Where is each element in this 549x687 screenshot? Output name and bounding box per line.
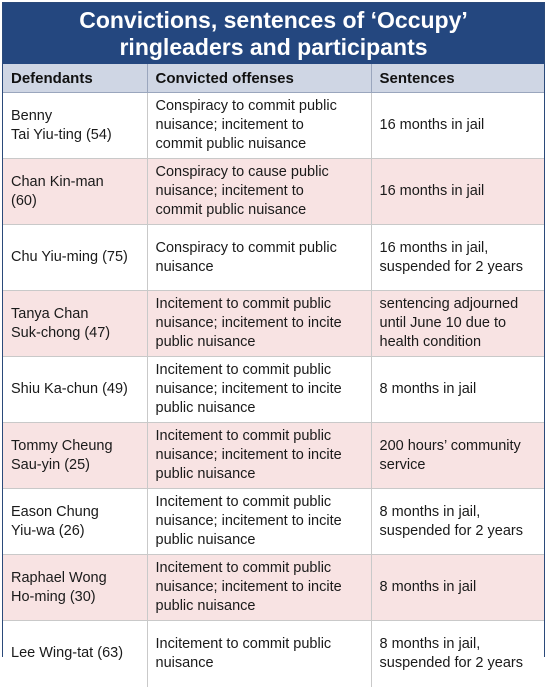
offense-cell-line: Conspiracy to commit public xyxy=(155,239,337,256)
title-line-1: Convictions, sentences of ‘Occupy’ xyxy=(79,7,468,33)
table-row xyxy=(3,489,544,555)
defendant-cell-line: Chu Yiu-ming (75) xyxy=(11,249,128,265)
offense-cell-line: public nuisance xyxy=(155,334,256,350)
defendant-cell xyxy=(3,555,147,621)
defendant-cell-line: Tommy Cheung xyxy=(11,437,113,454)
sentence-cell xyxy=(371,489,544,555)
sentence-cell xyxy=(371,225,544,291)
defendant-cell xyxy=(3,489,147,555)
offense-cell-line: public nuisance xyxy=(155,598,256,614)
sentence-cell-line: until June 10 due to xyxy=(379,315,507,331)
sentence-cell-line: suspended for 2 years xyxy=(379,654,523,671)
defendant-cell xyxy=(3,159,147,225)
sentence-cell xyxy=(371,423,544,489)
defendant-cell-line: Tai Yiu-ting (54) xyxy=(11,126,112,143)
sentence-cell xyxy=(371,555,544,621)
convictions-infographic xyxy=(2,2,545,671)
offense-cell-line: nuisance; incitement to incite xyxy=(155,579,342,595)
table-row xyxy=(3,225,544,291)
sentence-cell-line: 8 months in jail xyxy=(379,579,477,595)
table-row xyxy=(3,357,544,423)
table-body xyxy=(3,93,544,687)
defendant-cell-line: Yiu-wa (26) xyxy=(11,522,85,539)
sentence-cell-line: 200 hours’ community xyxy=(379,437,521,454)
offense-cell xyxy=(147,555,371,621)
sentence-cell-line: 8 months in jail, xyxy=(379,635,481,652)
defendant-cell-line: Chan Kin-man xyxy=(11,173,104,190)
page-title xyxy=(3,3,544,64)
offense-cell-line: nuisance; incitement to incite xyxy=(155,381,342,397)
sentence-cell-line: service xyxy=(379,456,426,473)
offense-cell-line: nuisance; incitement to incite xyxy=(155,447,342,463)
defendant-cell xyxy=(3,423,147,489)
sentence-cell-line: suspended for 2 years xyxy=(379,522,523,539)
table-row xyxy=(3,159,544,225)
sentence-cell xyxy=(371,621,544,687)
defendant-cell-line: Ho-ming (30) xyxy=(11,588,96,605)
offense-cell-line: commit public nuisance xyxy=(155,202,307,218)
offense-cell-line: Incitement to commit public xyxy=(155,494,332,510)
offense-cell-line: Incitement to commit public xyxy=(155,362,332,378)
offense-cell-line: Conspiracy to cause public xyxy=(155,164,329,180)
sentence-cell-line: 8 months in jail xyxy=(379,381,477,397)
defendant-cell xyxy=(3,291,147,357)
defendant-cell-line: Benny xyxy=(11,107,53,124)
offense-cell-line: public nuisance xyxy=(155,532,256,548)
sentence-cell-line: sentencing adjourned xyxy=(379,296,519,312)
offense-cell-line: nuisance xyxy=(155,258,214,275)
offense-cell-line: Conspiracy to commit public xyxy=(155,98,337,114)
offense-cell-line: Incitement to commit public xyxy=(155,635,332,652)
header-defendants: Defendants xyxy=(3,64,147,93)
offense-cell-line: nuisance xyxy=(155,654,214,671)
table-row xyxy=(3,291,544,357)
offense-cell xyxy=(147,225,371,291)
sentence-cell-line: 16 months in jail, xyxy=(379,239,489,256)
defendant-cell-line: Raphael Wong xyxy=(11,569,107,586)
offense-cell-line: nuisance; incitement to incite xyxy=(155,513,342,529)
defendant-cell-line: Lee Wing-tat (63) xyxy=(11,645,124,662)
table-row xyxy=(3,423,544,489)
sentence-cell xyxy=(371,357,544,423)
offense-cell xyxy=(147,159,371,225)
table-header-row xyxy=(3,64,544,93)
offense-cell-line: Incitement to commit public xyxy=(155,296,332,312)
sentence-cell xyxy=(371,159,544,225)
offense-cell xyxy=(147,423,371,489)
offense-cell xyxy=(147,489,371,555)
defendant-cell xyxy=(3,621,147,687)
offense-cell-line: public nuisance xyxy=(155,466,256,482)
sentence-cell-line: 16 months in jail xyxy=(379,183,485,199)
defendant-cell-line: Tanya Chan xyxy=(11,305,89,322)
defendant-cell-line: Eason Chung xyxy=(11,503,99,520)
offense-cell-line: nuisance; incitement to xyxy=(155,183,304,199)
title-line-2: ringleaders and participants xyxy=(119,34,428,60)
sentence-cell xyxy=(371,291,544,357)
offense-cell xyxy=(147,357,371,423)
defendant-cell-line: Sau-yin (25) xyxy=(11,456,90,473)
header-sentences: Sentences xyxy=(371,64,544,93)
sentence-cell-line: 8 months in jail, xyxy=(379,503,481,520)
offense-cell-line: commit public nuisance xyxy=(155,136,307,152)
sentence-cell-line: suspended for 2 years xyxy=(379,258,523,275)
defendant-cell xyxy=(3,93,147,159)
sentence-cell-line: health condition xyxy=(379,334,482,350)
sentence-cell-line: 16 months in jail xyxy=(379,117,485,133)
table-row xyxy=(3,555,544,621)
defendant-cell-line: (60) xyxy=(11,192,37,209)
offense-cell xyxy=(147,93,371,159)
convictions-table xyxy=(3,64,544,687)
offense-cell-line: nuisance; incitement to incite xyxy=(155,315,342,331)
offense-cell-line: Incitement to commit public xyxy=(155,560,332,576)
sentence-cell xyxy=(371,93,544,159)
offense-cell-line: nuisance; incitement to xyxy=(155,117,304,133)
table-row xyxy=(3,93,544,159)
offense-cell xyxy=(147,621,371,687)
defendant-cell xyxy=(3,357,147,423)
defendant-cell-line: Suk-chong (47) xyxy=(11,324,111,341)
header-offenses: Convicted offenses xyxy=(147,64,371,93)
offense-cell-line: Incitement to commit public xyxy=(155,428,332,444)
defendant-cell xyxy=(3,225,147,291)
offense-cell xyxy=(147,291,371,357)
offense-cell-line: public nuisance xyxy=(155,400,256,416)
defendant-cell-line: Shiu Ka-chun (49) xyxy=(11,381,128,397)
table-row xyxy=(3,621,544,687)
